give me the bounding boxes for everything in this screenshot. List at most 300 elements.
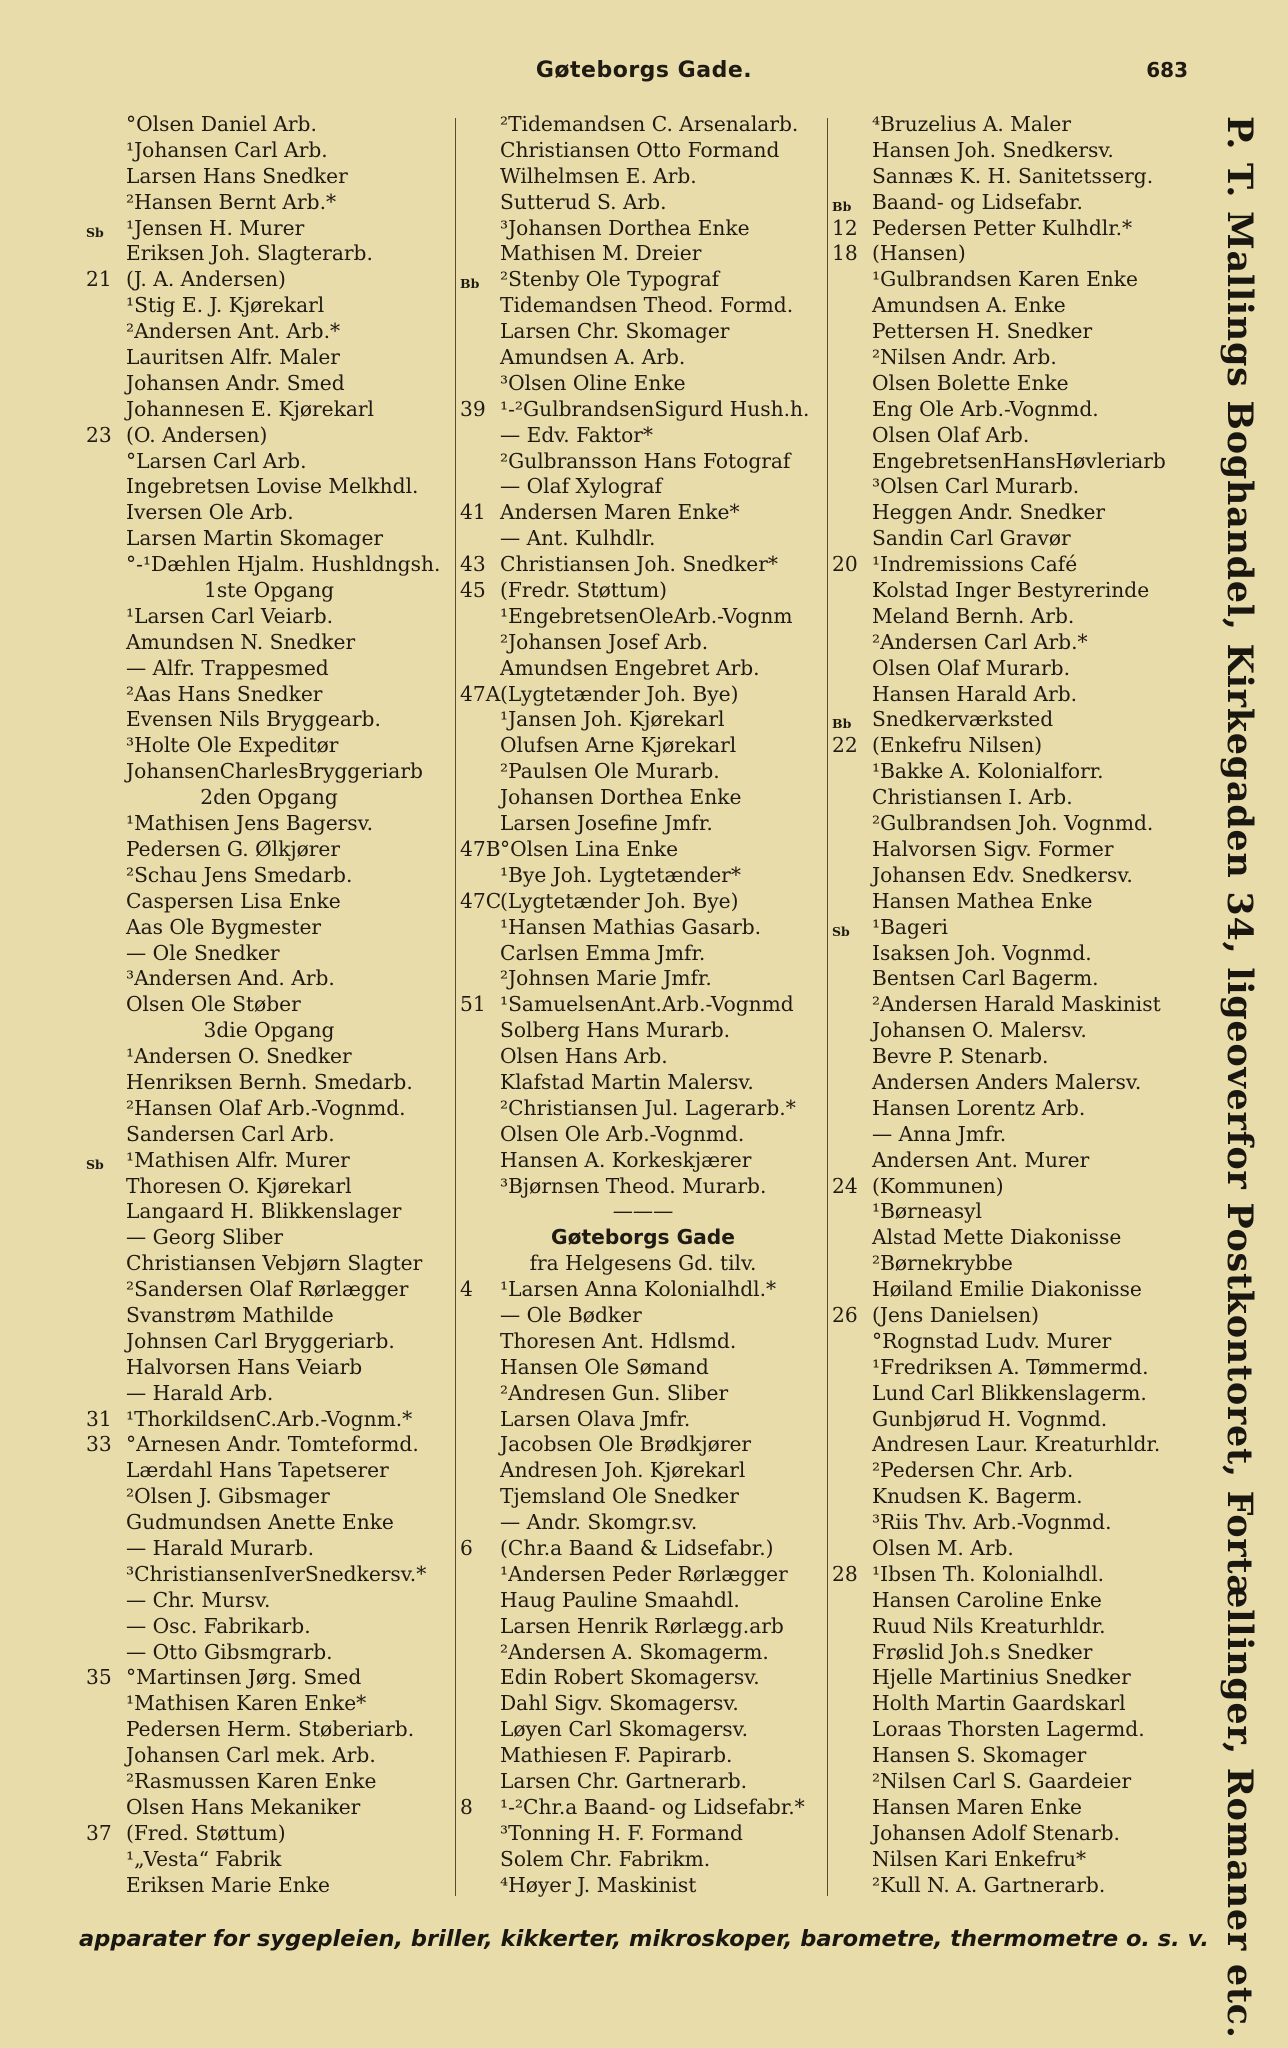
column-divider — [455, 118, 456, 1896]
entry-text: Halvorsen Sigv. Former — [872, 836, 1114, 861]
directory-entry — [832, 1562, 1198, 1588]
directory-entry — [86, 1148, 452, 1174]
entry-text: ²Sandersen Olaf Rørlægger — [126, 1277, 409, 1302]
entry-text: ¹Indremissions Café — [872, 552, 1078, 577]
directory-entry — [460, 1277, 826, 1303]
directory-entry — [460, 863, 826, 889]
entry-text: Hansen A. Korkeskjærer — [500, 1147, 752, 1172]
entry-text: ²Børnekrybbe — [872, 1251, 1013, 1276]
entry-text: — Otto Gibsmgrarb. — [126, 1639, 333, 1664]
entry-text: JohansenCharlesBryggeriarb — [126, 759, 423, 784]
entry-text: Hjelle Martinius Snedker — [872, 1665, 1131, 1690]
entry-text: Tjemsland Ole Snedker — [500, 1484, 739, 1509]
entry-text: Larsen Olava Jmfr. — [500, 1406, 691, 1431]
entry-text: Amundsen N. Snedker — [126, 629, 356, 654]
entry-text: ³Olsen Oline Enke — [500, 370, 686, 395]
entry-text: Heggen Andr. Snedker — [872, 500, 1106, 525]
entry-text: Aas Ole Bygmester — [126, 914, 322, 939]
entry-text: Pedersen G. Ølkjører — [126, 836, 341, 861]
directory-entry — [460, 1225, 826, 1251]
house-number: 43 — [460, 552, 486, 577]
entry-text: 2den Opgang — [200, 785, 338, 810]
directory-entry — [832, 656, 1198, 682]
entry-text: ³Tonning H. F. Formand — [500, 1820, 743, 1845]
page-header — [0, 58, 1288, 88]
house-number: 31 — [86, 1406, 112, 1431]
directory-entry — [460, 889, 826, 915]
directory-entry — [832, 733, 1198, 759]
directory-entry — [86, 1303, 452, 1329]
directory-entry — [460, 190, 826, 216]
directory-entry — [460, 1795, 826, 1821]
directory-entry — [86, 1691, 452, 1717]
directory-entry — [832, 1717, 1198, 1743]
directory-entry — [460, 1070, 826, 1096]
directory-entry — [832, 837, 1198, 863]
entry-text: ¹Ibsen Th. Kolonialhdl. — [872, 1561, 1105, 1586]
directory-entry — [86, 500, 452, 526]
house-number: 37 — [86, 1820, 112, 1845]
entry-text: Jacobsen Ole Brødkjører — [500, 1432, 752, 1457]
entry-text: Olsen Hans Mekaniker — [126, 1794, 361, 1819]
house-number: 28 — [832, 1561, 858, 1586]
directory-entry — [460, 1769, 826, 1795]
directory-entry — [832, 1458, 1198, 1484]
directory-entry — [460, 707, 826, 733]
house-number: 21 — [86, 267, 112, 292]
directory-entry — [832, 1614, 1198, 1640]
entry-text: Johansen Edv. Snedkersv. — [872, 862, 1133, 887]
entry-text: (Jens Danielsen) — [872, 1302, 1039, 1327]
directory-entry — [460, 1847, 826, 1873]
entry-text: ¹Stig E. J. Kjørekarl — [126, 293, 325, 318]
entry-text: ¹EngebretsenOleArb.-Vognm — [500, 603, 793, 628]
directory-entry — [86, 1588, 452, 1614]
entry-text: ⁴Høyer J. Maskinist — [500, 1872, 697, 1897]
entry-text: Amundsen Engebret Arb. — [500, 655, 760, 680]
directory-entry — [832, 941, 1198, 967]
entry-text: ²Rasmussen Karen Enke — [126, 1769, 377, 1793]
directory-entry — [832, 1018, 1198, 1044]
entry-text: Johansen Carl mek. Arb. — [126, 1743, 376, 1768]
entry-text: Larsen Chr. Gartnerarb. — [500, 1769, 748, 1793]
entry-text: ¹Gulbrandsen Karen Enke — [872, 267, 1138, 292]
entry-text: ²Pedersen Chr. Arb. — [872, 1458, 1074, 1483]
directory-entry — [460, 1148, 826, 1174]
entry-text: ³Holte Ole Expeditør — [126, 733, 339, 758]
entry-text: Ruud Nils Kreaturhldr. — [872, 1613, 1106, 1638]
house-number: 22 — [832, 733, 858, 758]
entry-text: ³Johansen Dorthea Enke — [500, 215, 750, 240]
column-divider — [827, 118, 828, 1896]
directory-entry — [832, 1536, 1198, 1562]
directory-entry — [460, 241, 826, 267]
directory-column-2 — [460, 112, 826, 1898]
directory-entry — [832, 1355, 1198, 1381]
entry-text: Larsen Josefine Jmfr. — [500, 811, 713, 836]
entry-text: Knudsen K. Bagerm. — [872, 1484, 1083, 1509]
directory-entry — [86, 112, 452, 138]
entry-text: Hansen Joh. Snedkersv. — [872, 137, 1114, 162]
house-number: 23 — [86, 422, 112, 447]
directory-entry — [86, 1640, 452, 1666]
entry-text: Halvorsen Hans Veiarb — [126, 1354, 363, 1379]
entry-text: Andersen Anders Malersv. — [872, 1069, 1142, 1094]
entry-text: ¹Larsen Anna Kolonialhdl.* — [500, 1277, 777, 1302]
directory-entry — [832, 552, 1198, 578]
entry-text: — Chr. Mursv. — [126, 1587, 271, 1612]
directory-entry — [832, 1122, 1198, 1148]
directory-entry — [86, 1407, 452, 1433]
entry-text: Eriksen Joh. Slagterarb. — [126, 241, 373, 266]
entry-text: Andersen Ant. Murer — [872, 1147, 1090, 1172]
directory-entry — [460, 449, 826, 475]
directory-entry — [460, 1432, 826, 1458]
house-number: 26 — [832, 1302, 858, 1327]
entry-text: (O. Andersen) — [126, 422, 268, 447]
directory-entry — [86, 449, 452, 475]
directory-entry — [460, 371, 826, 397]
directory-entry — [86, 371, 452, 397]
entry-text: Edin Robert Skomagersv. — [500, 1665, 760, 1690]
directory-entry — [832, 423, 1198, 449]
entry-text: (J. A. Andersen) — [126, 267, 286, 292]
entry-text: ²Christiansen Jul. Lagerarb.* — [500, 1095, 796, 1120]
entry-text: Loraas Thorsten Lagermd. — [872, 1717, 1145, 1742]
directory-entry — [832, 992, 1198, 1018]
entry-text: ²Hansen Olaf Arb.-Vognmd. — [126, 1095, 406, 1120]
entry-text: Baand- og Lidsefabr. — [872, 189, 1083, 214]
house-number: 47C — [460, 888, 502, 913]
entry-text: Christiansen Joh. Snedker* — [500, 552, 778, 577]
directory-entry — [460, 1873, 826, 1899]
entry-text: Henriksen Bernh. Smedarb. — [126, 1069, 413, 1094]
house-number: 39 — [460, 396, 486, 421]
directory-entry — [460, 630, 826, 656]
entry-text: Kolstad Inger Bestyrerinde — [872, 578, 1150, 603]
entry-text: ¹Mathisen Alfr. Murer — [126, 1147, 350, 1172]
entry-text: Wilhelmsen E. Arb. — [500, 163, 697, 188]
entry-text: Johansen Dorthea Enke — [500, 785, 742, 810]
entry-text: ¹Andersen O. Snedker — [126, 1044, 352, 1069]
entry-text: Mathiesen F. Papirarb. — [500, 1743, 733, 1768]
entry-text: ²Johansen Josef Arb. — [500, 629, 709, 654]
entry-text: Andresen Laur. Kreaturhldr. — [872, 1432, 1161, 1457]
directory-entry — [86, 267, 452, 293]
entry-text: Christiansen I. Arb. — [872, 785, 1073, 810]
entry-text: °Olsen Lina Enke — [500, 836, 679, 861]
directory-entry — [832, 1407, 1198, 1433]
entry-text: Olsen Olaf Murarb. — [872, 655, 1071, 680]
directory-entry — [832, 966, 1198, 992]
directory-entry — [832, 1743, 1198, 1769]
directory-entry — [460, 1381, 826, 1407]
entry-text: ²Kull N. A. Gartnerarb. — [872, 1872, 1106, 1897]
entry-text: Pedersen Petter Kulhdlr.* — [872, 215, 1133, 240]
directory-entry — [460, 1407, 826, 1433]
entry-text: °Olsen Daniel Arb. — [126, 112, 317, 136]
directory-entry — [86, 1070, 452, 1096]
directory-entry — [460, 1562, 826, 1588]
directory-entry — [832, 138, 1198, 164]
directory-entry — [86, 966, 452, 992]
directory-column-3 — [832, 112, 1198, 1898]
entry-text: Olsen Ole Støber — [126, 992, 301, 1017]
entry-text: ²Hansen Bernt Arb.* — [126, 189, 337, 214]
entry-text: Olufsen Arne Kjørekarl — [500, 733, 737, 758]
directory-entry — [832, 500, 1198, 526]
entry-text: (Hansen) — [872, 241, 966, 266]
directory-entry — [832, 449, 1198, 475]
entry-text: Solberg Hans Murarb. — [500, 1018, 731, 1043]
entry-text: ²Andersen A. Skomagerm. — [500, 1639, 769, 1664]
entry-text: °Martinsen Jørg. Smed — [126, 1665, 362, 1690]
entry-text: Lærdahl Hans Tapetserer — [126, 1458, 389, 1483]
entry-text: Hansen S. Skomager — [872, 1743, 1087, 1768]
directory-entry — [460, 837, 826, 863]
directory-entry — [86, 1044, 452, 1070]
entry-text: ²Tidemandsen C. Arsenalarb. — [500, 112, 799, 136]
entry-text: Hansen Maren Enke — [872, 1794, 1083, 1819]
entry-text: — Anna Jmfr. — [872, 1121, 1007, 1146]
side-advert-text: P. T. Mallings Boghandel, Kirkegaden 34, ligeoverfor Postkontoret, Fortællinger, Romaner etc. — [1219, 116, 1260, 2039]
directory-entry — [460, 345, 826, 371]
entry-text: Evensen Nils Bryggearb. — [126, 707, 381, 732]
entry-text: (Kommunen) — [872, 1173, 1004, 1198]
directory-entry — [832, 785, 1198, 811]
directory-entry — [460, 1044, 826, 1070]
entry-text: Olsen Olaf Arb. — [872, 422, 1030, 447]
house-number: 33 — [86, 1432, 112, 1457]
directory-entry — [460, 941, 826, 967]
directory-entry — [86, 1821, 452, 1847]
directory-entry — [460, 1303, 826, 1329]
entry-text: fra Helgesens Gd. tilv. — [529, 1251, 757, 1276]
directory-entry — [86, 1355, 452, 1381]
entry-text: Langaard H. Blikkenslager — [126, 1199, 402, 1224]
directory-entry — [832, 1044, 1198, 1070]
directory-entry — [832, 1329, 1198, 1355]
directory-entry — [832, 1769, 1198, 1795]
directory-entry — [86, 1769, 452, 1795]
entry-text: ⁴Bruzelius A. Maler — [872, 112, 1072, 136]
directory-entry — [832, 1847, 1198, 1873]
directory-entry — [460, 1458, 826, 1484]
entry-text: Klafstad Martin Malersv. — [500, 1069, 754, 1094]
entry-text: (Lygtetænder Joh. Bye) — [500, 681, 739, 706]
directory-entry — [460, 1122, 826, 1148]
directory-column-1 — [86, 112, 452, 1898]
directory-entry — [832, 397, 1198, 423]
house-number: 4 — [460, 1277, 473, 1302]
entry-text: ¹Larsen Carl Veiarb. — [126, 603, 334, 628]
entry-text: ³Riis Thv. Arb.-Vognmd. — [872, 1510, 1112, 1535]
entry-text: — Ole Bødker — [500, 1302, 642, 1327]
directory-entry — [460, 552, 826, 578]
entry-text: — Edv. Faktor* — [500, 422, 654, 447]
house-number: 41 — [460, 500, 486, 525]
entry-text: Johansen Adolf Stenarb. — [872, 1820, 1120, 1845]
entry-text: °Arnesen Andr. Tomteformd. — [126, 1432, 419, 1457]
entry-text: Hansen Caroline Enke — [872, 1587, 1102, 1612]
entry-text: Carlsen Emma Jmfr. — [500, 940, 706, 965]
directory-entry — [86, 941, 452, 967]
entry-text: Olsen Bolette Enke — [872, 370, 1069, 395]
directory-entry — [832, 682, 1198, 708]
directory-entry — [832, 112, 1198, 138]
entry-text: Sandersen Carl Arb. — [126, 1121, 335, 1146]
directory-entry — [460, 1691, 826, 1717]
house-number: 6 — [460, 1535, 473, 1560]
entry-text: ——— — [612, 1199, 674, 1224]
entry-text: Hansen Harald Arb. — [872, 681, 1078, 706]
entry-text: ²Andresen Gun. Sliber — [500, 1380, 729, 1405]
directory-entry — [832, 1665, 1198, 1691]
directory-entry — [86, 345, 452, 371]
entry-text: Iversen Ole Arb. — [126, 500, 294, 525]
directory-entry — [460, 423, 826, 449]
entry-text: 1ste Opgang — [203, 578, 335, 603]
directory-entry — [460, 1484, 826, 1510]
entry-text: — Osc. Fabrikarb. — [126, 1613, 311, 1638]
directory-entry — [460, 992, 826, 1018]
entry-text: Hansen Ole Sømand — [500, 1354, 709, 1379]
entry-text: ²Schau Jens Smedarb. — [126, 862, 353, 887]
entry-text: Lauritsen Alfr. Maler — [126, 345, 340, 370]
entry-text: ¹Jansen Joh. Kjørekarl — [500, 707, 725, 732]
entry-text: ¹Bageri — [872, 914, 948, 939]
entry-text: Gudmundsen Anette Enke — [126, 1510, 394, 1535]
directory-entry — [86, 319, 452, 345]
directory-entry — [460, 966, 826, 992]
directory-entry — [832, 267, 1198, 293]
entry-text: ¹Johansen Carl Arb. — [126, 137, 328, 162]
directory-entry — [86, 630, 452, 656]
directory-entry — [86, 915, 452, 941]
directory-entry — [86, 1174, 452, 1200]
directory-entry — [832, 1432, 1198, 1458]
page-title: Gøteborgs Gade. — [535, 58, 753, 83]
entry-text: ¹Bakke A. Kolonialforr. — [872, 759, 1104, 784]
directory-entry — [832, 915, 1198, 941]
directory-entry — [832, 474, 1198, 500]
directory-entry — [832, 319, 1198, 345]
entry-text: °Larsen Carl Arb. — [126, 448, 307, 473]
directory-entry — [460, 1640, 826, 1666]
house-number: Bb — [832, 198, 852, 214]
entry-text: ¹Jensen H. Murer — [126, 215, 305, 240]
entry-text: ¹SamuelsenAnt.Arb.-Vognmd — [500, 992, 794, 1017]
directory-entry — [460, 915, 826, 941]
directory-entry — [86, 733, 452, 759]
directory-entry — [460, 1614, 826, 1640]
directory-entry — [460, 500, 826, 526]
entry-text: Eriksen Marie Enke — [126, 1872, 330, 1897]
directory-entry — [86, 604, 452, 630]
directory-entry — [86, 1329, 452, 1355]
entry-text: — Harald Murarb. — [126, 1535, 315, 1560]
directory-entry — [832, 526, 1198, 552]
entry-text: ¹Børneasyl — [872, 1199, 982, 1224]
directory-entry — [460, 1743, 826, 1769]
directory-entry — [86, 1665, 452, 1691]
directory-entry — [832, 1148, 1198, 1174]
entry-text: (Chr.a Baand & Lidsefabr.) — [500, 1535, 774, 1560]
entry-text: ²Gulbrandsen Joh. Vognmd. — [872, 811, 1154, 836]
directory-entry — [832, 164, 1198, 190]
entry-text: Christiansen Vebjørn Slagter — [126, 1251, 423, 1276]
directory-entry — [832, 371, 1198, 397]
entry-text: Bevre P. Stenarb. — [872, 1044, 1049, 1069]
directory-entry — [86, 759, 452, 785]
entry-text: ²Nilsen Andr. Arb. — [872, 345, 1057, 370]
entry-text: Isaksen Joh. Vognmd. — [872, 940, 1092, 965]
directory-entry — [832, 216, 1198, 242]
directory-entry — [832, 190, 1198, 216]
directory-entry — [86, 1614, 452, 1640]
directory-entry — [460, 1536, 826, 1562]
entry-text: Amundsen A. Enke — [872, 293, 1066, 318]
entry-text: Larsen Hans Snedker — [126, 163, 348, 188]
entry-text: — Ant. Kulhdlr. — [500, 526, 656, 551]
directory-entry — [460, 1588, 826, 1614]
directory-entry — [86, 1847, 452, 1873]
entry-text: ¹ThorkildsenC.Arb.-Vognm.* — [126, 1406, 413, 1431]
directory-entry — [460, 1199, 826, 1225]
entry-text: Lund Carl Blikkenslagerm. — [872, 1380, 1147, 1405]
entry-text: — Harald Arb. — [126, 1380, 274, 1405]
directory-entry — [460, 811, 826, 837]
house-number: 51 — [460, 992, 486, 1017]
directory-entry — [460, 474, 826, 500]
entry-text: EngebretsenHansHøvleriarb — [872, 448, 1166, 473]
directory-entry — [832, 759, 1198, 785]
directory-entry — [832, 1174, 1198, 1200]
directory-entry — [86, 889, 452, 915]
directory-entry — [86, 992, 452, 1018]
directory-entry — [460, 656, 826, 682]
directory-entry — [86, 1562, 452, 1588]
entry-text: Tidemandsen Theod. Formd. — [500, 293, 794, 318]
entry-text: — Andr. Skomgr.sv. — [500, 1510, 698, 1535]
directory-entry — [832, 604, 1198, 630]
directory-entry — [832, 293, 1198, 319]
directory-entry — [460, 138, 826, 164]
entry-text: Olsen M. Arb. — [872, 1535, 1014, 1560]
entry-text: °Rognstad Ludv. Murer — [872, 1328, 1112, 1353]
entry-text: Sandin Carl Gravør — [872, 526, 1071, 551]
directory-entry — [832, 1199, 1198, 1225]
directory-entry — [86, 1432, 452, 1458]
directory-entry — [460, 164, 826, 190]
entry-text: Thoresen Ant. Hdlsmd. — [500, 1328, 737, 1353]
directory-entry — [460, 578, 826, 604]
entry-text: ¹„Vesta“ Fabrik — [126, 1846, 282, 1871]
entry-text: °-¹Dæhlen Hjalm. Hushldngsh. — [126, 552, 441, 577]
entry-text: Eng Ole Arb.-Vognmd. — [872, 396, 1099, 421]
entry-text: Gunbjørud H. Vognmd. — [872, 1406, 1108, 1431]
entry-text: Johansen O. Malersv. — [872, 1018, 1087, 1043]
directory-entry — [86, 578, 452, 604]
directory-entry — [86, 1122, 452, 1148]
entry-text: Andresen Joh. Kjørekarl — [500, 1458, 746, 1483]
directory-entry — [86, 1225, 452, 1251]
entry-text: — Alfr. Trappesmed — [126, 655, 329, 680]
house-number: Bb — [832, 716, 852, 732]
directory-entry — [86, 526, 452, 552]
directory-entry — [832, 578, 1198, 604]
directory-entry — [832, 1873, 1198, 1899]
